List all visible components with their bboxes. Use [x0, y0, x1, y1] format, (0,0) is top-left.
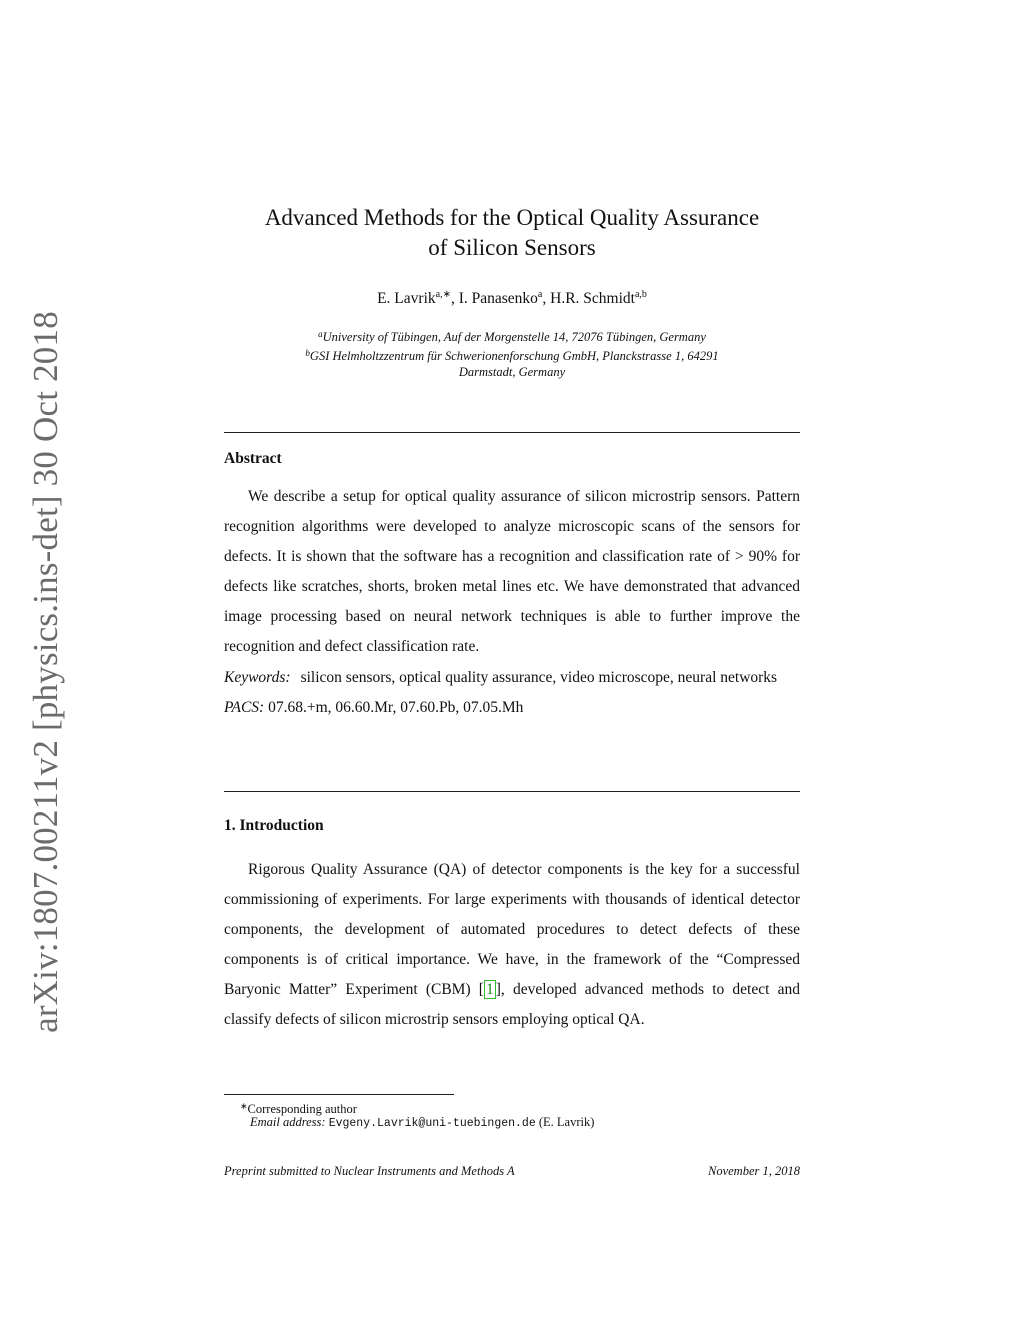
keywords [224, 663, 800, 693]
abstract-rate: > 90% [734, 548, 777, 566]
affiliation-a-text: University of Tübingen, Auf der Morgenstelle 14, 72076 Tübingen, Germany [322, 330, 706, 344]
author-separator: , [542, 290, 551, 307]
pacs-label: PACS: [224, 698, 265, 716]
affiliation-b-continued: Darmstadt, Germany [458, 365, 566, 379]
email-suffix: (E. Lavrik) [535, 1115, 595, 1129]
author-name: I. Panasenko [458, 290, 538, 307]
author-name: E. Lavrik [377, 290, 436, 307]
abstract-body [224, 482, 800, 723]
affiliation-b-text: GSI Helmholtzzentrum für Schwerionenforschung GmbH, Planckstrasse 1, 64291 [309, 349, 719, 363]
abstract-bottom-rule [224, 791, 800, 792]
affiliation-a [224, 326, 800, 345]
pacs [224, 693, 800, 723]
preprint-footer [224, 1164, 800, 1179]
email-label: Email address: [250, 1115, 326, 1129]
footnote-mark: ∗ [240, 1101, 248, 1111]
title-line-1: Advanced Methods for the Optical Quality Assurance [264, 205, 760, 230]
preprint-journal: Preprint submitted to Nuclear Instruments and Methods A [224, 1164, 515, 1178]
author-affiliation-mark: a,b [634, 289, 647, 300]
author-name: H.R. Schmidt [550, 290, 635, 307]
email-link[interactable]: Evgeny.Lavrik@uni-tuebingen.de [328, 1117, 536, 1130]
affiliations [224, 326, 800, 380]
citation-link[interactable]: 1 [485, 981, 494, 999]
affiliation-b [224, 345, 800, 364]
footnote-rule [224, 1094, 454, 1095]
author-list [224, 289, 800, 308]
introduction-paragraph: Rigorous Quality Assurance (QA) of detector components is the key for a successful commissioning of experiments. For large experiments with thousands of identical detector components, the development of automated procedures to detect defects of these components is of critical importance. We have, in the framework of the “Compressed Baryonic Matter” Experiment (CBM) [ 1 ], developed advanced methods to detect and classify defects of silicon microstrip sensors employing optical QA. [224, 861, 800, 1029]
abstract-heading: Abstract [224, 450, 282, 467]
affiliation-b-mark: b [305, 348, 310, 358]
footnote-corresponding-text: Corresponding author [247, 1102, 357, 1116]
author-affiliation-mark: a [537, 289, 543, 300]
section-heading-introduction: 1. Introduction [224, 817, 324, 834]
footnote-email [250, 1114, 826, 1132]
abstract-text: We describe a setup for optical quality assurance of silicon microstrip sensors. Pattern recognition algorithms were developed to analyze microscopic scans of the sensors for defects. It is shown that the software has a recognition and classification rate of [224, 488, 800, 566]
abstract-paragraph [224, 482, 800, 663]
abstract-top-rule [224, 432, 800, 433]
paper-title [224, 203, 800, 263]
introduction-text-continued: , developed advanced methods to detect and classify defects of silicon microstrip sensors employing optical QA. [224, 981, 800, 1029]
introduction-text: Rigorous Quality Assurance (QA) of detector components is the key for a successful commissioning of experiments. For large experiments with thousands of identical detector components, the development of automated procedures to detect defects of these components is of critical importance. We have, in the framework of the “Compressed Baryonic Matter” Experiment (CBM) [224, 861, 800, 999]
arxiv-side-stamp: arXiv:1807.00211v2 [physics.ins-det] 30 Oct 2018 [26, 311, 65, 1033]
preprint-date: November 1, 2018 [708, 1164, 800, 1178]
author-separator: , [450, 290, 459, 307]
keywords-text: silicon sensors, optical quality assurance, video microscope, neural networks [300, 668, 778, 686]
pacs-codes: 07.68.+m, 06.60.Mr, 07.60.Pb, 07.05.Mh [264, 698, 524, 716]
title-line-2: of Silicon Sensors [428, 235, 596, 260]
keywords-label: Keywords: [224, 668, 291, 686]
abstract-text-continued: for defects like scratches, shorts, broken metal lines etc. We have demonstrated that advanced image processing based on neural network techniques is able to further improve the recognition and defect classification rate. [224, 548, 800, 656]
author-affiliation-mark: a,∗ [435, 289, 451, 300]
affiliation-a-mark: a [318, 329, 323, 339]
